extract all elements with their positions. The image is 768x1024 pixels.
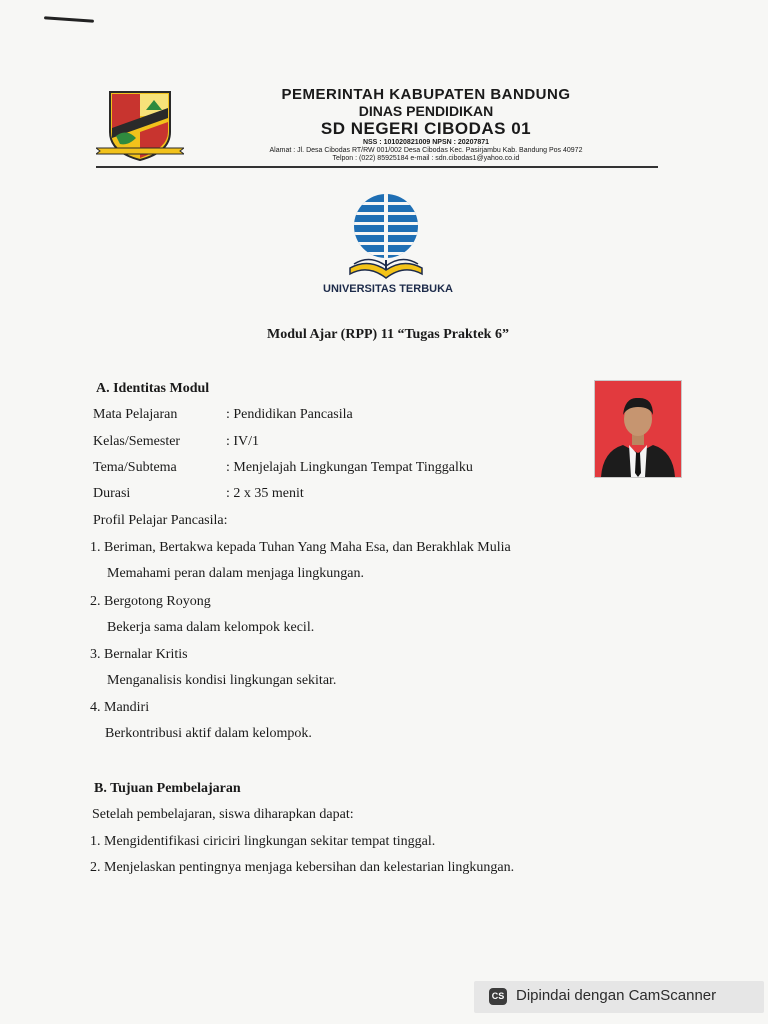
objective-item: 2. Menjelaskan pentingnya menjaga kebersihan dan kelestarian lingkungan. <box>90 860 515 875</box>
profil-item-title: 4. Mandiri <box>90 700 150 715</box>
letterhead-address: Alamat : Jl. Desa Cibodas RT/RW 001/002 Desa Cibodas Kec. Pasirjambu Kab. Bandung Pos 40972 <box>269 147 583 154</box>
profil-item-desc: Bekerja sama dalam kelompok kecil. <box>107 620 315 635</box>
profil-item-desc: Memahami peran dalam menjaga lingkungan. <box>107 566 364 581</box>
section-a-heading: A. Identitas Modul <box>96 381 210 396</box>
section-b-heading: B. Tujuan Pembelajaran <box>94 781 241 796</box>
profil-item-title: 2. Bergotong Royong <box>90 594 211 609</box>
objective-item: 1. Mengidentifikasi ciriciri lingkungan sekitar tempat tinggal. <box>90 834 436 849</box>
letterhead-nss-npsn: NSS : 101020821009 NPSN : 20207871 <box>362 139 490 146</box>
letterhead-contact: Telpon : (022) 85925184 e-mail : sdn.cibodas1@yahoo.co.id <box>332 155 520 162</box>
profil-item-title: 3. Bernalar Kritis <box>90 647 188 662</box>
field-value-kelas-semester: : IV/1 <box>226 434 260 449</box>
field-value-mata-pelajaran: : Pendidikan Pancasila <box>226 407 353 422</box>
section-b-intro: Setelah pembelajaran, siswa diharapkan dapat: <box>92 807 354 822</box>
pen-mark <box>44 16 94 22</box>
profil-item-desc: Berkontribusi aktif dalam kelompok. <box>105 726 312 741</box>
letterhead-text <box>206 84 646 163</box>
student-portrait-icon <box>594 380 682 478</box>
letterhead-school-name: SD NEGERI CIBODAS 01 <box>320 119 532 138</box>
field-value-tema-subtema: : Menjelajah Lingkungan Tempat Tinggalku <box>226 460 473 475</box>
field-label-mata-pelajaran: Mata Pelajaran <box>93 407 178 422</box>
profil-item-desc: Menganalisis kondisi lingkungan sekitar. <box>107 673 337 688</box>
field-label-tema-subtema: Tema/Subtema <box>93 460 177 475</box>
field-label-durasi: Durasi <box>93 486 131 501</box>
letterhead-divider <box>96 166 658 168</box>
letterhead <box>96 84 656 170</box>
camscanner-icon: CS <box>489 988 507 1005</box>
crest-banner <box>96 146 184 156</box>
globe-book-icon <box>344 190 428 282</box>
camscanner-watermark <box>474 981 764 1013</box>
profil-item-title: 1. Beriman, Bertakwa kepada Tuhan Yang Maha Esa, dan Berakhlak Mulia <box>90 540 511 555</box>
university-name: UNIVERSITAS TERBUKA <box>323 283 453 295</box>
profil-heading: Profil Pelajar Pancasila: <box>93 513 228 528</box>
field-label-kelas-semester: Kelas/Semester <box>93 434 181 449</box>
field-value-durasi: : 2 x 35 menit <box>226 486 304 501</box>
letterhead-department: DINAS PENDIDIKAN <box>358 103 494 119</box>
letterhead-government: PEMERINTAH KABUPATEN BANDUNG <box>281 86 571 103</box>
document-title: Modul Ajar (RPP) 11 “Tugas Praktek 6” <box>267 327 509 342</box>
camscanner-text: Dipindai dengan CamScanner <box>516 987 717 1004</box>
